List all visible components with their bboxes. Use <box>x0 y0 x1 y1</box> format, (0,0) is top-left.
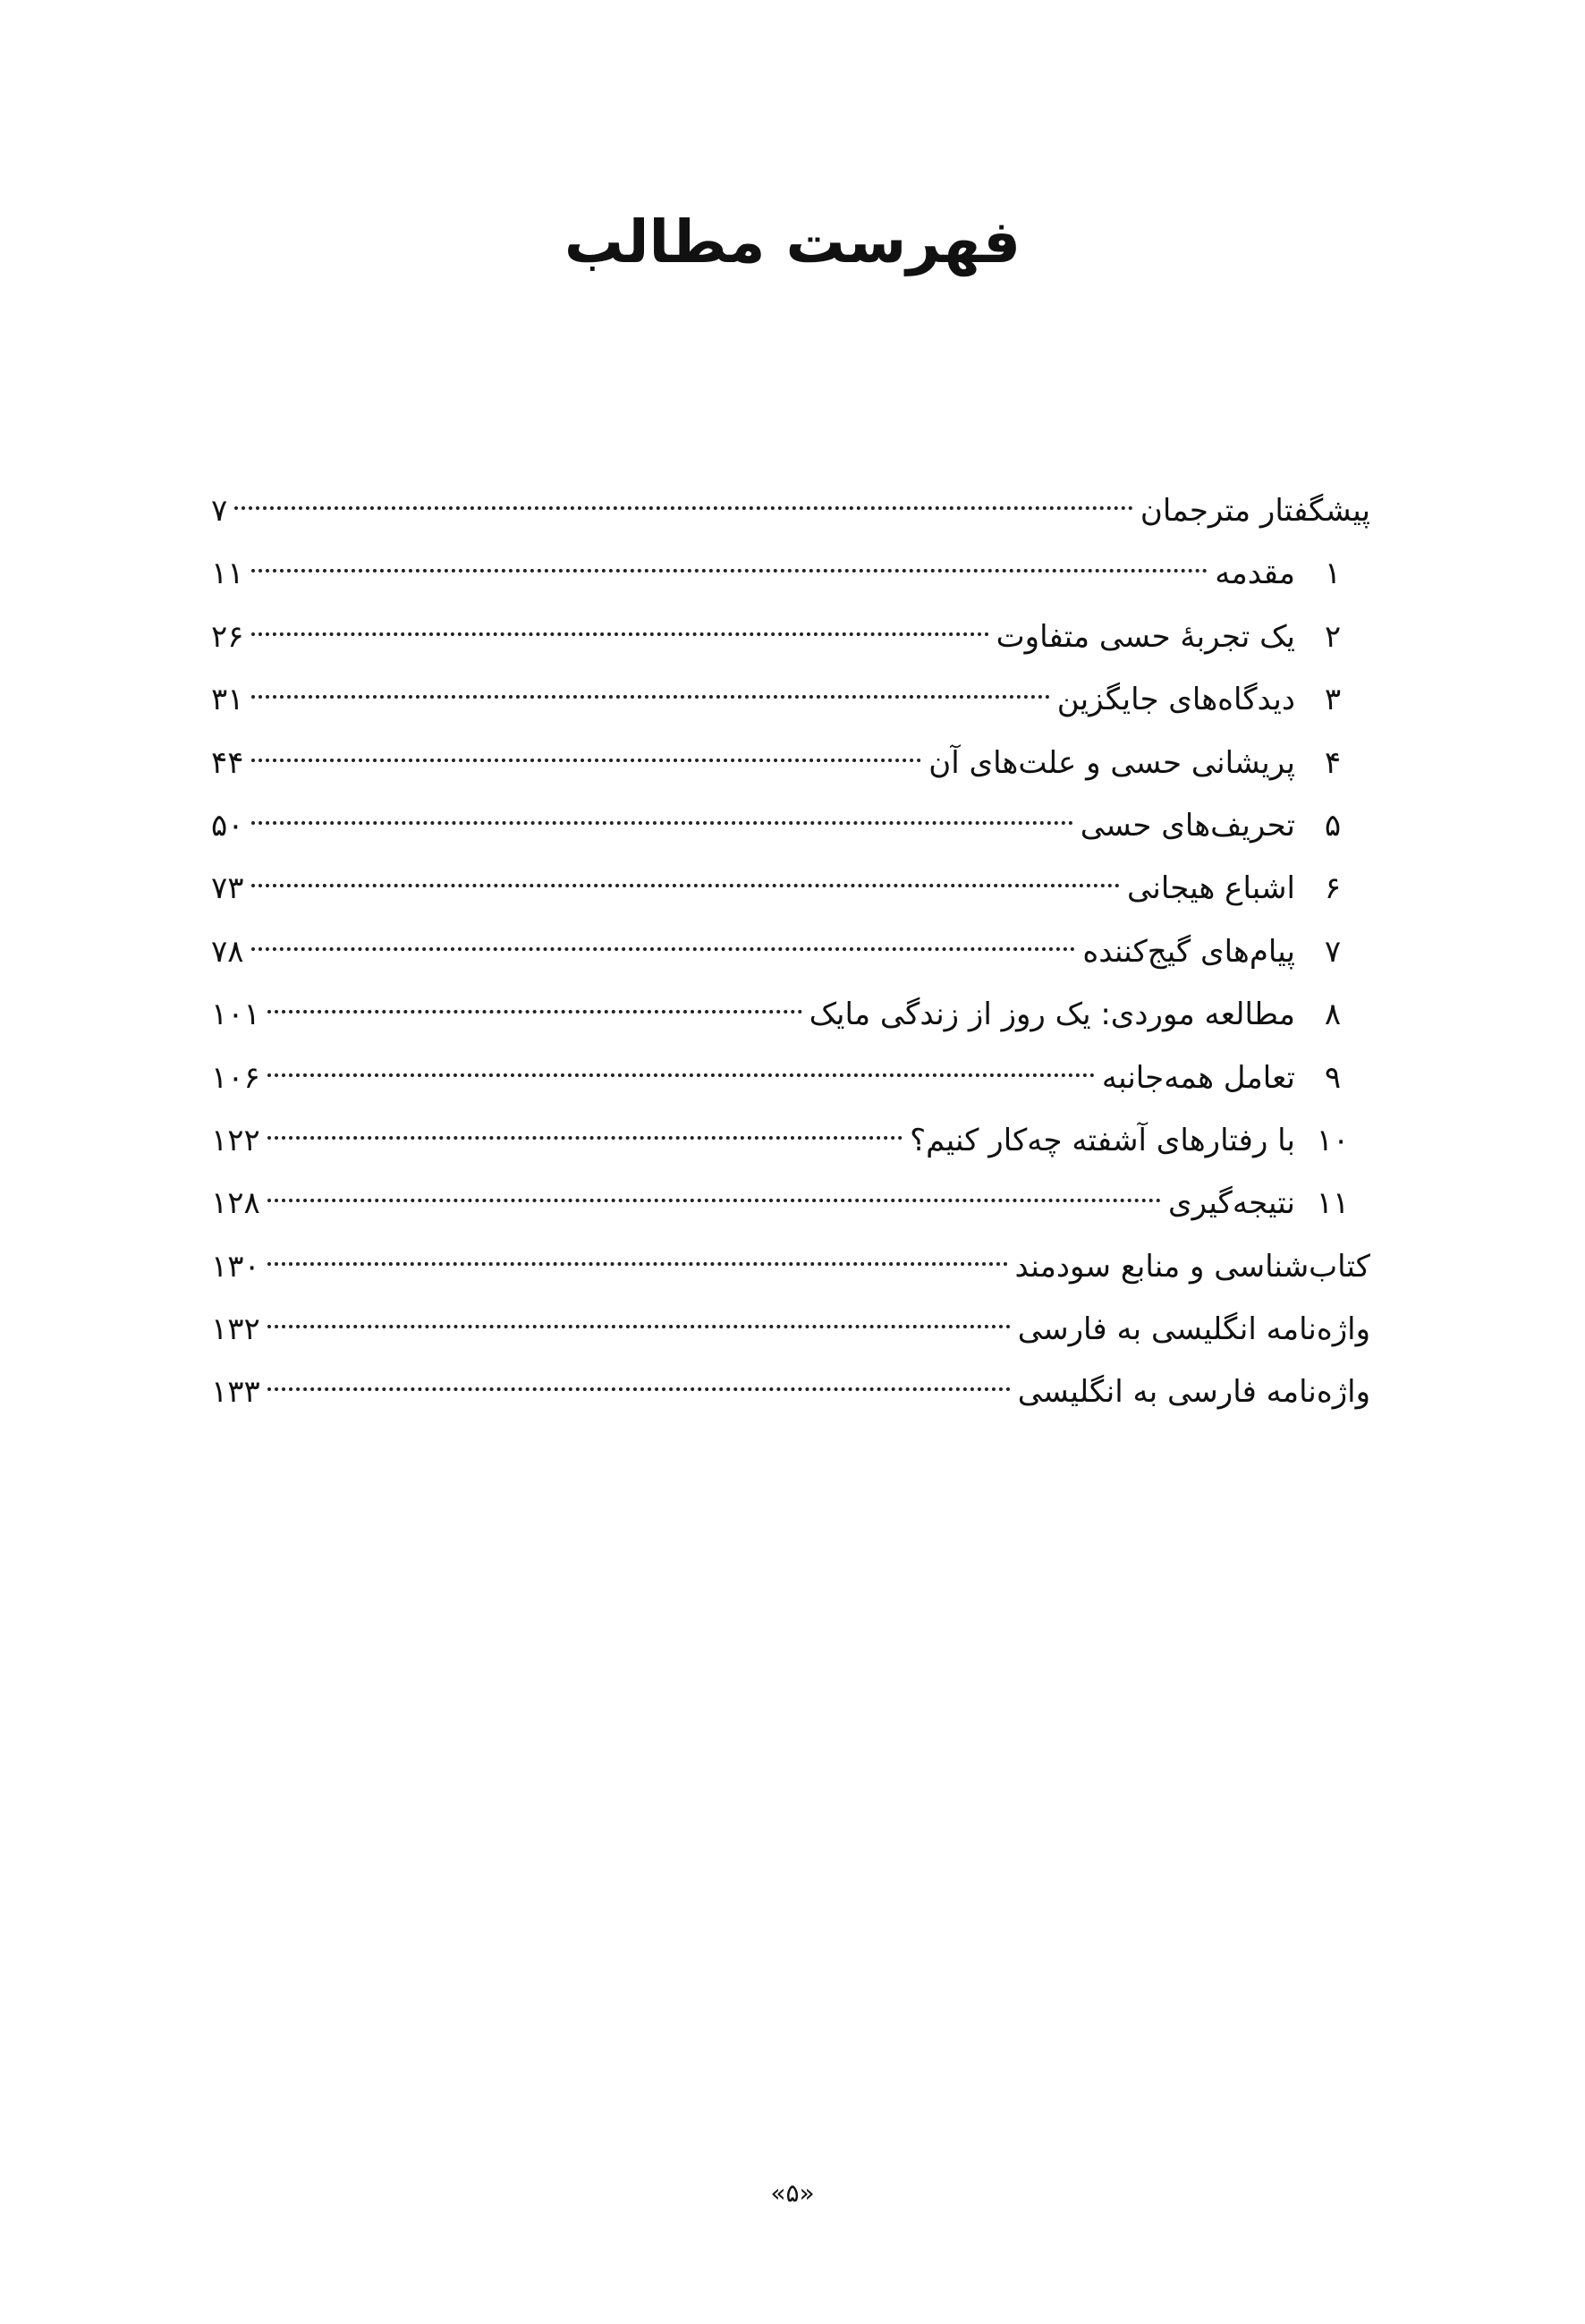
chapter-number: ۶ <box>1324 870 1342 907</box>
toc-entry[interactable] <box>211 1109 1370 1172</box>
toc-entry-page: ۷ <box>211 493 228 529</box>
toc-entry-page: ۵۰ <box>211 807 244 844</box>
chapter-number: ۲ <box>1324 618 1342 655</box>
dot-leader <box>251 821 1073 825</box>
chapter-number: ۳ <box>1324 682 1342 718</box>
toc-entry[interactable] <box>211 983 1370 1046</box>
page-number: «۵» <box>770 2178 815 2208</box>
toc-entry-page: ۱۳۲ <box>211 1311 260 1348</box>
chapter-number: ۱۰ <box>1316 1122 1350 1158</box>
chapter-number: ۸ <box>1324 997 1342 1033</box>
toc-entry-label: نتیجه‌گیری <box>1168 1185 1295 1222</box>
toc-entry[interactable] <box>211 1298 1370 1361</box>
dot-leader <box>267 1199 1161 1202</box>
dot-leader <box>267 1387 1011 1391</box>
toc-entry-page: ۱۲۲ <box>211 1122 260 1158</box>
toc-entry-page: ۱۰۱ <box>211 997 260 1033</box>
dot-leader <box>267 1010 802 1014</box>
dot-leader <box>251 695 1050 699</box>
toc-entry-page: ۷۳ <box>211 870 244 907</box>
toc-entry[interactable] <box>211 542 1370 605</box>
chapter-number: ۱۱ <box>1316 1185 1350 1222</box>
toc-entry-page: ۱۰۶ <box>211 1059 260 1096</box>
toc-entry-label: تعامل همه‌جانبه <box>1101 1059 1295 1096</box>
toc-entry-label: پیشگفتار مترجمان <box>1140 493 1370 529</box>
toc-entry-label: با رفتارهای آشفته چه‌کار کنیم؟ <box>910 1122 1295 1158</box>
toc-entry-page: ۱۱ <box>211 556 244 592</box>
toc-entry[interactable] <box>211 1361 1370 1423</box>
toc-entry[interactable] <box>211 1172 1370 1234</box>
toc-entry[interactable] <box>211 794 1370 857</box>
toc-entry-label: تحریف‌های حسی <box>1080 807 1295 844</box>
toc-entry-label: پریشانی حسی و علت‌های آن <box>928 744 1295 781</box>
chapter-number: ۷ <box>1324 933 1342 970</box>
chapter-number: ۵ <box>1324 807 1342 844</box>
toc-entry-label: واژه‌نامه فارسی به انگلیسی <box>1017 1374 1370 1411</box>
toc-entry[interactable] <box>211 606 1370 668</box>
dot-leader <box>251 759 922 762</box>
toc-entry-label: یک تجربهٔ حسی متفاوت <box>996 618 1295 655</box>
dot-leader <box>267 1136 903 1140</box>
toc-entry-label: کتاب‌شناسی و منابع سودمند <box>1014 1248 1370 1285</box>
dot-leader <box>251 569 1208 573</box>
dot-leader <box>251 947 1076 951</box>
toc-entry-page: ۱۳۳ <box>211 1374 260 1411</box>
toc-entry-page: ۱۳۰ <box>211 1248 260 1285</box>
chapter-number: ۴ <box>1324 744 1342 781</box>
toc-entry[interactable] <box>211 1047 1370 1109</box>
toc-entry[interactable] <box>211 668 1370 731</box>
toc-entry-label: مطالعه موردی: یک روز از زندگی مایک <box>809 997 1295 1033</box>
dot-leader <box>251 632 989 636</box>
toc-entry[interactable] <box>211 479 1370 542</box>
toc-entry-label: مقدمه <box>1215 556 1295 592</box>
toc-entry-page: ۴۴ <box>211 744 244 781</box>
dot-leader <box>267 1262 1008 1266</box>
toc-entry-label: واژه‌نامه انگلیسی به فارسی <box>1017 1311 1370 1348</box>
toc-entry[interactable] <box>211 857 1370 920</box>
toc-entry-page: ۱۲۸ <box>211 1185 260 1222</box>
toc-entry-label: دیدگاه‌های جایگزین <box>1056 682 1295 718</box>
chapter-number: ۹ <box>1324 1059 1342 1096</box>
toc-entry-label: اشباع هیجانی <box>1127 870 1295 907</box>
toc-entry[interactable] <box>211 732 1370 794</box>
dot-leader <box>234 506 1133 510</box>
toc-entry-page: ۲۶ <box>211 618 244 655</box>
toc-entry-page: ۷۸ <box>211 933 244 970</box>
toc-entry-page: ۳۱ <box>211 682 244 718</box>
page-title: فهرست مطالب <box>564 208 1021 276</box>
dot-leader <box>267 1073 1095 1077</box>
dot-leader <box>251 884 1121 887</box>
toc-entry[interactable] <box>211 920 1370 983</box>
dot-leader <box>267 1325 1011 1328</box>
toc-entry[interactable] <box>211 1235 1370 1298</box>
chapter-number: ۱ <box>1324 556 1342 592</box>
toc-entry-label: پیام‌های گیج‌کننده <box>1082 933 1295 970</box>
table-of-contents <box>211 479 1370 1424</box>
